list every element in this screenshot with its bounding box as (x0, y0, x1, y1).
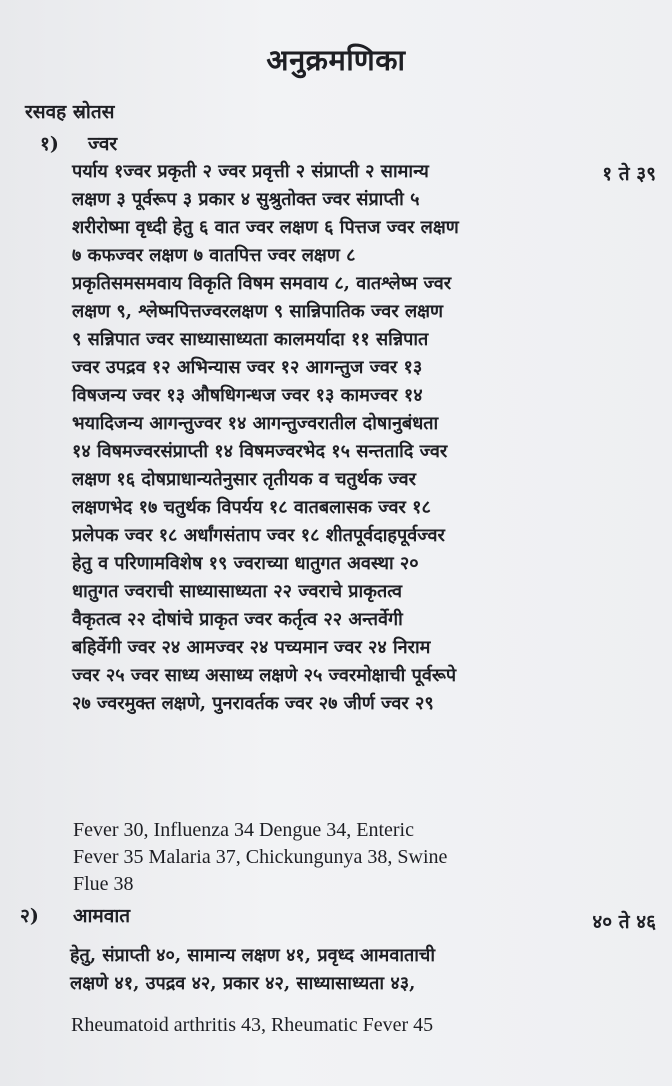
topic-line: भयादिजन्य आगन्तुज्वर १४ आगन्तुज्वरातील दोषानुबंधता (72, 413, 439, 434)
item-topics (70, 942, 510, 998)
topic-line: १४ विषमज्वरसंप्राप्ती १४ विषमज्वरभेद १५ सन्ततादि ज्वर (72, 441, 448, 462)
topic-line: ज्वर उपद्रव १२ अभिन्यास ज्वर १२ आगन्तुज ज्वर १३ (72, 357, 423, 378)
topic-line: Flue 38 (73, 873, 134, 895)
topic-line: लक्षण १६ दोषप्राधान्यतेनुसार तृतीयक व चतुर्थक ज्वर (72, 469, 417, 490)
topic-line: धातुगत ज्वराची साध्यासाध्यता २२ ज्वराचे प्राकृतत्व (72, 581, 403, 602)
section-heading: रसवह स्रोतस (25, 101, 115, 123)
topic-line: २७ ज्वरमुक्त लक्षणे, पुनरावर्तक ज्वर २७ जीर्ण ज्वर २९ (72, 693, 434, 714)
topic-line: विषजन्य ज्वर १३ औषधिगन्धज ज्वर १३ कामज्वर १४ (72, 385, 423, 406)
topic-line: बहिर्वेगी ज्वर २४ आमज्वर २४ पच्यमान ज्वर २४ निराम (72, 637, 431, 658)
topic-line: लक्षणे ४१, उपद्रव ४२, प्रकार ४२, साध्यासाध्यता ४३, (70, 973, 416, 994)
topic-line: Fever 30, Influenza 34 Dengue 34, Enteric (73, 819, 414, 841)
topic-line: Rheumatoid arthritis 43, Rheumatic Fever 45 (71, 1014, 434, 1036)
topic-line: Fever 35 Malaria 37, Chickungunya 38, Swine (73, 846, 448, 868)
topic-line: शरीरोष्मा वृध्दी हेतु ६ वात ज्वर लक्षण ६ पित्तज ज्वर लक्षण (72, 217, 459, 238)
topic-line: वैकृतत्व २२ दोषांचे प्राकृत ज्वर कर्तृत्व २२ अन्तर्वेगी (72, 609, 403, 630)
topic-line: प्रकृतिसमसमवाय विकृति विषम समवाय ८, वातश्लेष्म ज्वर (72, 273, 452, 294)
topic-line: ९ सन्निपात ज्वर साध्यासाध्यता कालमर्यादा ११ सन्निपात (72, 329, 429, 350)
topic-line: हेतु व परिणामविशेष १९ ज्वराच्या धातुगत अवस्था २० (72, 553, 419, 574)
topic-line: लक्षण ९, श्लेष्मपित्तज्वरलक्षण ९ सान्निपातिक ज्वर लक्षण (72, 301, 444, 322)
topic-line: लक्षणभेद १७ चतुर्थक विपर्यय १८ वातबलासक ज्वर १८ (72, 497, 431, 518)
topic-line: लक्षण ३ पूर्वरूप ३ प्रकार ४ सुश्रुतोक्त ज्वर संप्राप्ती ५ (72, 189, 420, 210)
item-english-topics (71, 1012, 511, 1039)
item-heading: आमवात (73, 905, 131, 927)
topic-line: प्रलेपक ज्वर १८ अर्धांगसंताप ज्वर १८ शीतपूर्वदाहपूर्वज्वर (72, 525, 445, 546)
topic-line: ज्वर २५ ज्वर साध्य असाध्य लक्षणे २५ ज्वरमोक्षाची पूर्वरूपे (72, 665, 457, 686)
item-number: १) (40, 133, 59, 155)
topic-line: ७ कफज्वर लक्षण ७ वातपित्त ज्वर लक्षण ८ (72, 245, 356, 266)
topic-line: हेतु, संप्राप्ती ४०, सामान्य लक्षण ४१, प्रवृध्द आमवाताची (70, 945, 436, 966)
item-heading: ज्वर (88, 133, 118, 155)
page-range: ४० ते ४६ (592, 911, 656, 933)
item-number: २) (20, 905, 39, 927)
page-range: १ ते ३९ (602, 163, 656, 185)
item-topics (72, 158, 512, 718)
page-title: अनुक्रमणिका (266, 43, 406, 77)
item-english-topics (73, 817, 513, 898)
topic-line: पर्याय १ज्वर प्रकृती २ ज्वर प्रवृत्ती २ संप्राप्ती २ सामान्य (72, 161, 429, 182)
